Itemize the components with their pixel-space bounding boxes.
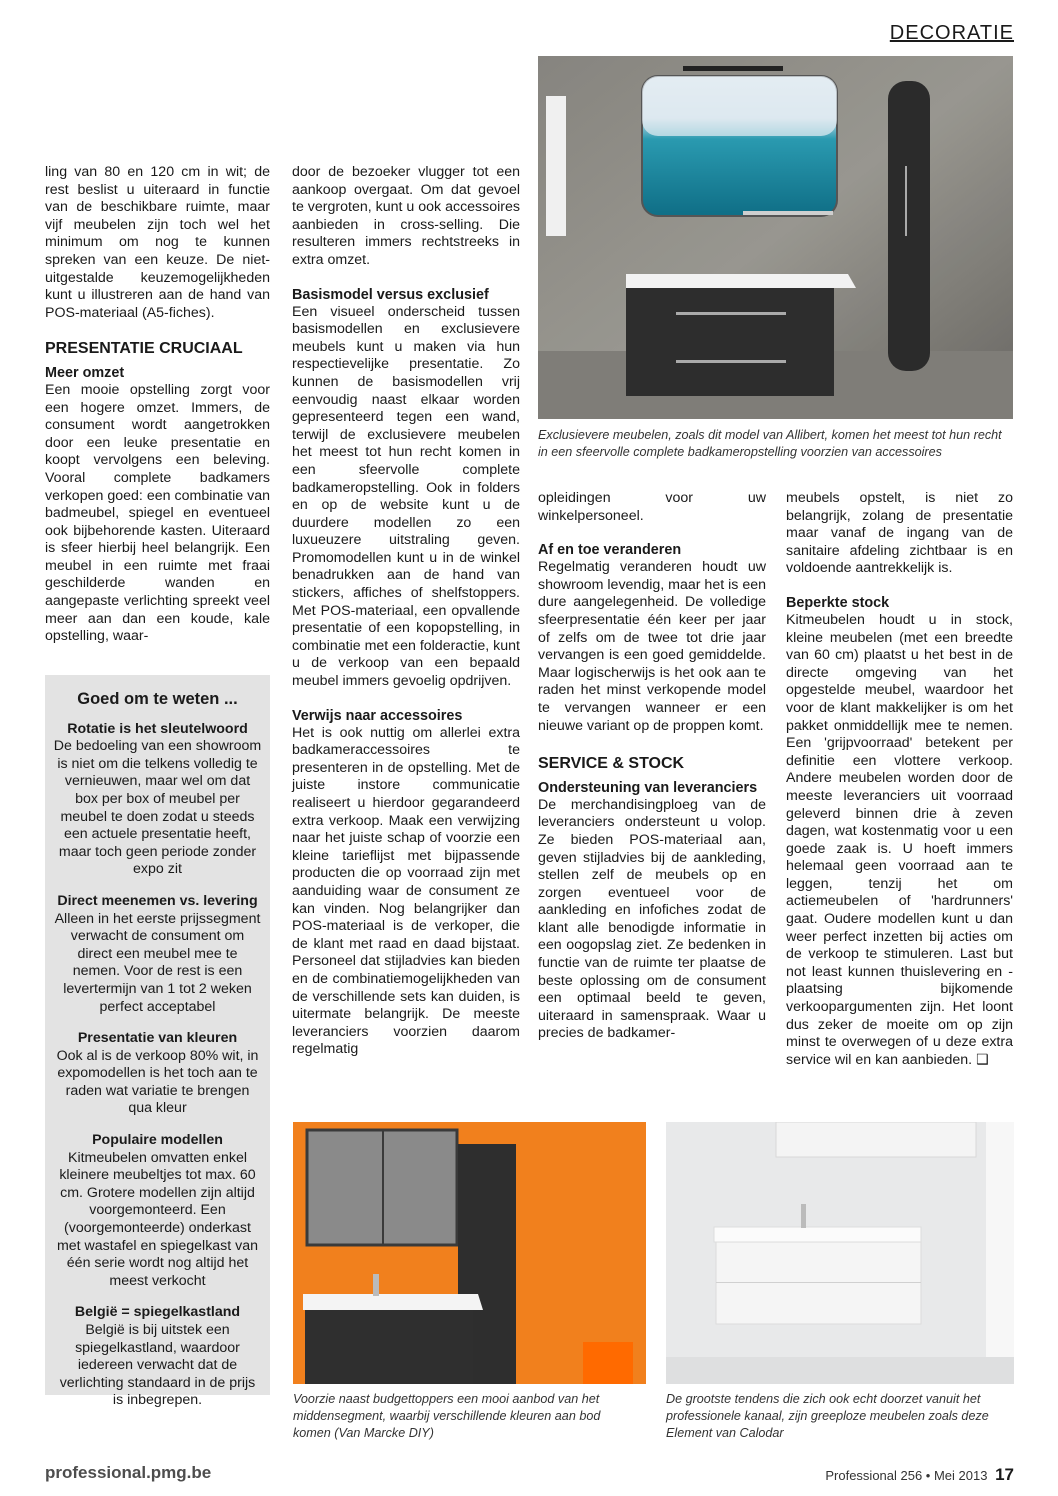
col2-body-1: Een visueel onderscheid tussen basismodellen en exclusievere meubels kunt u maken via hun respectievelijke presentatie. Zo kunnen de basismodellen vrij eenvoudig naast elkaar worden gepresenteerd tegen een wand, terwijl de exclusievere meubelen het meest tot hun recht komen in een sfeervolle complete badkameropstelling. Ook in folders en op de website kunt u de duurdere modellen zo een luxueuzere uitstraling geven. Promomodellen kunt u in de winkel benadrukken aan de hand van stickers, affiches of shelfstoppers. Met POS-materiaal, een opvallende presentatie of een kopopstelling, in combinatie met een folderactie, kunt u de verkoop van een bepaald meubel immers gevoelig opdrijven. (292, 303, 520, 690)
col2-heading-2: Verwijs naar accessoires (292, 707, 463, 724)
col4-heading-1: Beperkte stock (786, 594, 890, 611)
info-box-item-text: Ook al is de verkoop 80% wit, in expomodellen is het toch aan te raden wat variatie te brengen qua kleur (56, 1047, 259, 1117)
info-box-item-heading: België = spiegelkastland (74, 1304, 241, 1321)
column-4 (786, 490, 1013, 1069)
caption-bottom-right: De grootste tendens die zich ook echt doorzet vanuit het professionele kanaal, zijn greeploze meubelen zoals deze Element van Calodar (666, 1392, 989, 1440)
photo-calodar (666, 1122, 1014, 1384)
footer-website: professional.pmg.be (45, 1463, 212, 1482)
info-box-title: Goed om te weten ... (77, 690, 238, 708)
col3-body-2: De merchandisingploeg van de leveranciers ondersteunt u volop. Ze bieden POS-materiaal aan, geven stijladvies bij de aankleding, stellen zelf de meubels op en zorgen eventueel voor de aankleding en infofiches zodat de klant alle benodigde informatie in een oogopslag ziet. Ze bedenken in functie van de ruimte ter plaatse de beste oplossing om de consument een optimaal beeld te geven, uiteraard in samenspraak. Waar u precies de badkamer- (538, 796, 766, 1042)
caption-bottom-left: Voorzie naast budgettoppers een mooi aanbod van het middensegment, waarbij verschillende kleuren aan bod komen (Van Marcke DIY) (293, 1392, 601, 1440)
info-box-item (53, 1304, 262, 1410)
col3-intro: opleidingen voor uw winkelpersoneel. (538, 490, 766, 524)
photo-allibert-bathroom (538, 56, 1013, 419)
col3-heading-1: Af en toe veranderen (538, 542, 682, 559)
info-box-item-text: Kitmeubelen omvatten enkel kleinere meubeltjes tot max. 60 cm. Grotere modellen zijn altijd voorgemonteerd. Een (voorgemonteerde) onderkast met wastafel en spiegelkast van één serie wordt nog altijd het meest verkocht (56, 1149, 259, 1289)
col2-heading-1: Basismodel versus exclusief (292, 286, 489, 303)
col1-subheading: Meer omzet (45, 364, 125, 381)
info-box-item-heading: Populaire modellen (92, 1132, 223, 1149)
info-box (45, 675, 270, 1409)
orange-bathroom-graphic (293, 1122, 646, 1384)
bathroom-photo-graphic (538, 56, 1013, 419)
col2-intro: door de bezoeker vlugger tot een aankoop overgaat. Om dat gevoel te vergroten, kunt u ook accessoires aanbieden in cross-selling. Die resulteren immers rechtstreeks in extra omzet. (292, 164, 520, 268)
col1-section-heading: PRESENTATIE CRUCIAAL (45, 340, 243, 358)
info-box-item-text: België is bij uitstek een spiegelkastland, waardoor iedereen verwacht dat de verlichting standaard in de prijs is inbegrepen. (59, 1322, 256, 1409)
info-box-item-heading: Direct meenemen vs. levering (57, 892, 258, 909)
col4-body-1 (786, 612, 1013, 1069)
info-box-item-heading: Presentatie van kleuren (77, 1030, 238, 1047)
col2-body-2: Het is ook nuttig om allerlei extra badkameraccessoires te presenteren in de opstelling. Met de juiste instore communicatie realiseert u hierdoor gegarandeerd extra verkoop. Maak een verwijzing naar het juiste schap of voorzie een kleine tarieflijst met bijpassende producten die op voorraad zijn met aanduiding waar de consument ze kan vinden. Nog belangrijker dan POS-materiaal is de verkoper, die de klant met raad en daad bijstaat. Personeel dat stijladvies kan bieden en de combinatiemogelijkheden van de verschillende sets kan duiden, is uitermate belangrijk. De meeste leveranciers voorzien daarom regelmatig (292, 724, 520, 1058)
end-mark-icon: ❑ (976, 1051, 989, 1068)
info-box-item (53, 893, 262, 1016)
footer-issue-text: Professional 256 • Mei 2013 (825, 1468, 988, 1483)
col1-intro: ling van 80 en 120 cm in wit; de rest beslist u uiteraard in functie van de beschikbare ruimte, maar vijf meubelen zijn toch wel het minimum om nog te kunnen spreken van een keuze. De niet-uitgestalde keuzemogelijkheden kunt u illustreren aan de hand van POS-materiaal (A5-fiches). (45, 164, 270, 321)
photo-van-marcke (293, 1122, 646, 1384)
col1-body: Een mooie opstelling zorgt voor een hogere omzet. Immers, de consument wordt aangetrokken door een leuke presentatie en koopt vervolgens een beleving. Vooral complete badkamers verkopen goed: een combinatie van badmeubel, spiegel en eventueel ook bijbehorende kasten. Uiteraard is sfeer hierbij heel belangrijk. Een meubel in een ruimte met fraai geschilderde wanden en aangepaste verlichting spreekt veel meer aan dan een koude, kale opstelling, waar- (45, 381, 270, 645)
info-box-item-text: Alleen in het eerste prijssegment verwacht de consument om direct een meubel mee te nemen. Voor de rest is een levertermijn van 1 tot 2 weken perfect acceptabel (54, 910, 261, 1015)
col4-body-text: Kitmeubelen houdt u in stock, kleine meubelen (met een breedte van 60 cm) plaatst u het best in de directe omgeving van het opgestelde meubel, waardoor het voor de klant makkelijker is om het pakket onmiddellijk mee te nemen. Een 'grijpvoorraad' betekent per definitie een vlottere verkoop. Andere meubelen worden door de meeste leveranciers uit voorraad geleverd binnen drie à zeven dagen, wat kostenmatig voor u een goede zaak is. U hoeft immers helemaal geen voorraad aan te leggen, tenzij het om actiemeubelen of 'hardrunners' gaat. Oudere modellen kunt u dan weer perfect inzetten bij acties om de verkoop te stimuleren. Last but not least kunnen thuislevering en -plaatsing bijkomende verkoopargumenten zijn. Het loont dus zeker de moeite om op zijn minst te overwegen of u deze extra service wil en kan aanbieden. (786, 611, 1013, 1068)
footer-issue (825, 1465, 1014, 1485)
info-box-item (53, 1030, 262, 1118)
page-number: 17 (995, 1465, 1014, 1484)
white-bathroom-graphic (666, 1122, 1014, 1384)
section-tag: DECORATIE (889, 22, 1014, 44)
info-box-item-heading: Rotatie is het sleutelwoord (67, 720, 248, 737)
column-3 (538, 490, 766, 1043)
info-box-item (53, 1132, 262, 1290)
column-1 (45, 164, 270, 646)
col3-body-1: Regelmatig veranderen houdt uw showroom levendig, maar het is een dure aangelegenheid. De volledige sfeerpresentatie één keer per jaar of zelfs om de twee tot drie jaar vervangen is een goed gemiddelde. Maar logischerwijs is het ook aan te raden het minst verkopende model te vervangen wanneer er een nieuwe variant op de proppen komt. (538, 559, 766, 734)
col4-intro: meubels opstelt, is niet zo belangrijk, zolang de presentatie maar vanaf de ingang van de sanitaire afdeling zichtbaar is en voldoende aantrekkelijk is. (786, 490, 1013, 577)
col3-section-heading: SERVICE & STOCK (538, 755, 685, 773)
caption-top-photo: Exclusievere meubelen, zoals dit model van Allibert, komen het meest tot hun recht in een sfeervolle complete badkameropstelling voorzien van accessoires (538, 428, 1002, 459)
info-box-item-text: De bedoeling van een showroom is niet om die telkens volledig te vernieuwen, maar wel om dat box per box of meubel per meubel te doen zodat u steeds een actuele presentatie heeft, maar toch geen periode zonder expo zit (53, 738, 262, 878)
column-2 (292, 164, 520, 1059)
info-box-item (53, 721, 262, 879)
col3-heading-2: Ondersteuning van leveranciers (538, 779, 758, 796)
